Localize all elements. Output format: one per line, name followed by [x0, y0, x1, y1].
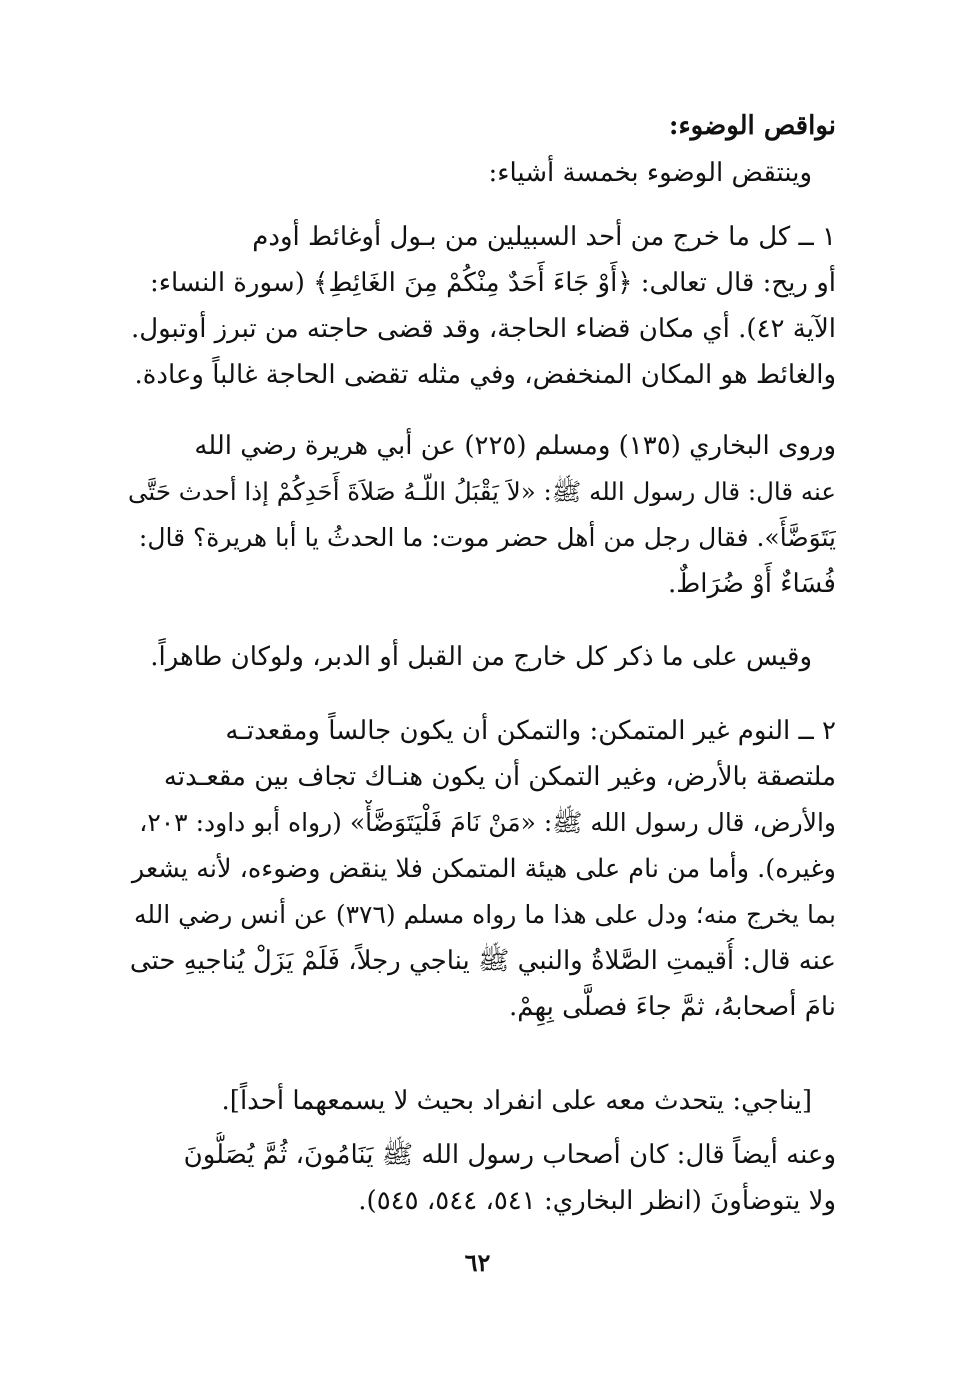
paragraph-3	[128, 634, 836, 680]
paragraph-line: والأرض، قال رسول الله ﷺ: «مَنْ نَامَ فَلْيَتَوَضَّأْ» (رواه أبو داود: ٢٠٣،	[139, 808, 836, 837]
paragraph-line: عنه قال: قال رسول الله ﷺ: «لاَ يَقْبَلُ اللّـهُ صَلاَةَ أَحَدِكُمْ إذا أحدث حَتَّى	[128, 477, 836, 506]
paragraph-2	[128, 423, 836, 607]
paragraph-1	[128, 214, 836, 398]
paragraph-line: أو ريح: قال تعالى: ﴿أَوْ جَاءَ أَحَدٌ مِنْكُمْ مِنَ الغَائِطِ﴾ (سورة النساء:	[149, 268, 836, 298]
paragraph-line: ١ ــ كل ما خرج من أحد السبيلين من بـول أوغائط أودم	[252, 222, 836, 252]
heading-line: نواقص الوضوء:	[668, 111, 836, 141]
paragraph-line: وقيس على ما ذكر كل خارج من القبل أو الدبر، ولوكان طاهراً.	[150, 642, 812, 672]
paragraph-line: وروى البخاري (١٣٥) ومسلم (٢٢٥) عن أبي هريرة رضي الله	[194, 431, 836, 461]
paragraph-6	[128, 1132, 836, 1224]
paragraph-line: ملتصقة بالأرض، وغير التمكن أن يكون هنـاك تجاف بين مقعـدته	[163, 762, 836, 792]
paragraph-line: ٢ ــ النوم غير المتمكن: والتمكن أن يكون جالساً ومقعدتـه	[225, 716, 836, 746]
paragraph-line: والغائط هو المكان المنخفض، وفي مثله تقضى الحاجة غالباً وعادة.	[134, 360, 836, 390]
page-number: ٦٢	[464, 1248, 491, 1277]
paragraph-line: عنه قال: أُقيمتِ الصَّلاةُ والنبي ﷺ يناجي رجلاً، فَلَمْ يَزَلْ يُناجيهِ حتى	[129, 946, 836, 976]
paragraph-line: [يناجي: يتحدث معه على انفراد بحيث لا يسمعهما أحداً].	[221, 1086, 812, 1116]
paragraph-line: يَتَوَضَّأَ». فقال رجل من أهل حضر موت: ما الحدثُ يا أبا هريرة؟ قال:	[138, 523, 836, 552]
intro-line: وينتقض الوضوء بخمسة أشياء:	[488, 158, 812, 188]
paragraph-line: ولا يتوضأونَ (انظر البخاري: ٥٤١، ٥٤٤، ٥٤٥).	[358, 1186, 836, 1216]
section-heading	[128, 103, 836, 149]
paragraph-line: وعنه أيضاً قال: كان أصحاب رسول الله ﷺ يَنَامُونَ، ثُمَّ يُصَلُّونَ	[183, 1140, 836, 1170]
paragraph-line: وغيره). وأما من نام على هيئة المتمكن فلا ينقض وضوءه، لأنه يشعر	[131, 854, 836, 884]
paragraph-4	[128, 708, 836, 1030]
intro-paragraph	[128, 150, 836, 196]
paragraph-line: فُسَاءٌ أَوْ ضُرَاطٌ.	[667, 569, 836, 599]
paragraph-line: بما يخرج منه؛ ودل على هذا ما رواه مسلم (٣٧٦) عن أنس رضي الله	[133, 900, 836, 929]
paragraph-5-note	[128, 1078, 836, 1124]
paragraph-line: نامَ أصحابهُ، ثمَّ جاءَ فصلَّى بِهِمْ.	[509, 992, 836, 1022]
paragraph-line: الآية ٤٢). أي مكان قضاء الحاجة، وقد قضى حاجته من تبرز أوتبول.	[130, 314, 836, 344]
